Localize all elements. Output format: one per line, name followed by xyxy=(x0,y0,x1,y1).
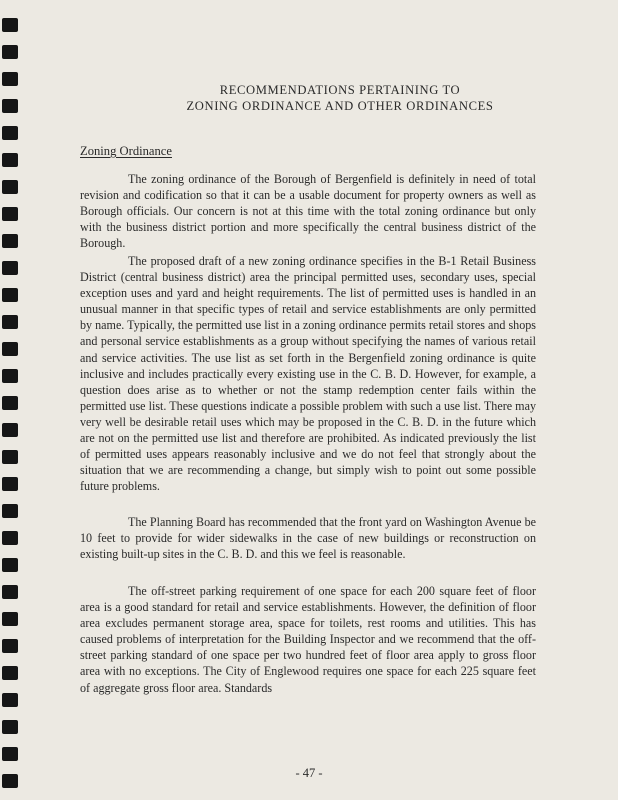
paragraph-2: The proposed draft of a new zoning ordinance specifies in the B-1 Retail Business District (central business district) area the principal permitted uses, secondary uses, special exception uses and yard and height requirements. The list of permitted uses is handled in an unusual manner in that specific types of retail and service establishments are only permitted by name. Typically, the permitted use list in a zoning ordinance permits retail stores and shops and personal service establishments as a group without specifying the names of various retail and service activities. The use list as set forth in the Bergenfield zoning ordinance is quite inclusive and includes practically every existing use in the C. B. D. However, for example, a question does arise as to whether or not the stamp redemption center fails within the permitted use list. These questions indicate a possible problem with such a use list. There may very well be desirable retail uses which may be proposed in the C. B. D. in the future which are not on the permitted use list and therefore are prohibited. As indicated previously the list of permitted uses appears reasonably inclusive and we do not feel that strongly about the situation that we are recommending a change, but simply wish to point out some possible future problems. xyxy=(80,254,536,494)
binding-tab xyxy=(2,261,18,275)
binding-tab xyxy=(2,369,18,383)
paragraph-4: The off-street parking requirement of one space for each 200 square feet of floor area is a good standard for retail and service establishments. However, the definition of floor area excludes permanent storage area, space for toilets, rest rooms and utilities. This has caused problems of interpretation for the Building Inspector and we recommend that the off-street parking standard of one space per two hundred feet of floor area apply to gross floor area with no exceptions. The City of Englewood requires one space for each 225 square feet of aggregate gross floor area. Standards xyxy=(80,584,536,695)
binding-tab xyxy=(2,423,18,437)
binding-tab xyxy=(2,450,18,464)
binding-tab xyxy=(2,396,18,410)
section-heading: Zoning Ordinance xyxy=(80,144,172,158)
binding-tab xyxy=(2,477,18,491)
binding-tab xyxy=(2,612,18,626)
binding-tab xyxy=(2,693,18,707)
paragraph-3: The Planning Board has recommended that the front yard on Washington Avenue be 10 feet to provide for wider sidewalks in the case of new buildings or reconstruction on existing built-up sites in the C. B. D. and this we feel is reasonable. xyxy=(80,515,536,562)
binding-tab xyxy=(2,45,18,59)
binding-tab xyxy=(2,720,18,734)
binding-tab xyxy=(2,72,18,86)
page-title-line-2: ZONING ORDINANCE AND OTHER ORDINANCES xyxy=(186,99,494,113)
page-title-line-1: RECOMMENDATIONS PERTAINING TO xyxy=(219,83,461,97)
binding-tab xyxy=(2,639,18,653)
binding-tab xyxy=(2,504,18,518)
paragraph-1: The zoning ordinance of the Borough of Bergenfield is definitely in need of total revision and codification so that it can be a usable document for property owners as well as Borough officials. Our concern is not at this time with the total zoning ordinance but only with the business district portion and more specifically the central business district of the Borough. xyxy=(80,172,536,251)
binding-tab xyxy=(2,99,18,113)
binding-tab xyxy=(2,234,18,248)
binding-tab xyxy=(2,531,18,545)
binding-tab xyxy=(2,342,18,356)
binding-tab xyxy=(2,207,18,221)
binding-tab xyxy=(2,153,18,167)
binding-tab xyxy=(2,126,18,140)
binding-tab xyxy=(2,180,18,194)
page-number: - 47 - xyxy=(295,766,323,780)
spiral-binding xyxy=(0,0,22,800)
binding-tab xyxy=(2,288,18,302)
binding-tab xyxy=(2,18,18,32)
binding-tab xyxy=(2,585,18,599)
binding-tab xyxy=(2,747,18,761)
binding-tab xyxy=(2,315,18,329)
binding-tab xyxy=(2,558,18,572)
binding-tab xyxy=(2,666,18,680)
